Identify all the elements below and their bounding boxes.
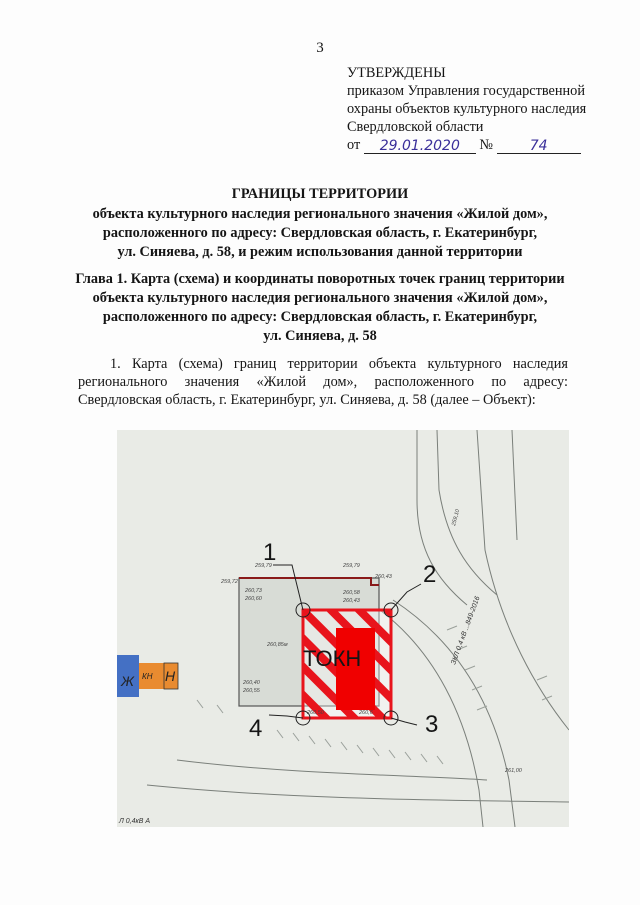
elevation-mark: 259,79 <box>343 563 360 569</box>
elevation-mark: 259,10 <box>451 508 462 527</box>
elevation-mark: 260,60 <box>245 596 262 602</box>
chapter-line: ул. Синяева, д. 58 <box>263 328 377 344</box>
map-bottom-text: Л 0,4кВ А <box>119 818 151 825</box>
elevation-mark: 260,73 <box>245 588 262 594</box>
chapter-line: Глава 1. Карта (схема) и координаты поворотных точек границ территории <box>75 271 565 287</box>
point-label-1: 1 <box>263 539 277 566</box>
point-label-2: 2 <box>423 561 437 588</box>
neighbor-buildings <box>117 655 178 697</box>
object-label: ТОКН <box>303 646 362 671</box>
title-heading: ГРАНИЦЫ ТЕРРИТОРИИ <box>231 186 409 202</box>
approval-line: охраны объектов культурного наследия <box>347 101 587 117</box>
elevation-mark: 259,79 <box>255 563 272 569</box>
elevation-mark: 261,00 <box>505 768 522 774</box>
elevation-mark: 260,40 <box>243 680 260 686</box>
approval-date-line <box>347 136 586 154</box>
elevation-mark: 260,6 <box>359 710 373 716</box>
title-line: расположенного по адресу: Свердловская область, г. Екатеринбург, <box>102 225 538 241</box>
elevation-mark: 260,85м <box>267 642 288 648</box>
elevation-mark: 260,50 <box>307 710 324 716</box>
approval-line: приказом Управления государственной <box>347 83 585 99</box>
chapter-line: объекта культурного наследия регионального значения «Жилой дом», <box>92 290 548 306</box>
elevation-mark: 260,43 <box>375 574 392 580</box>
approval-date: 29.01.2020 <box>364 137 476 154</box>
number-prefix: № <box>479 137 494 153</box>
approval-line: Свердловской области <box>347 119 484 135</box>
approval-line: УТВЕРЖДЕНЫ <box>347 65 446 81</box>
title-line: ул. Синяева, д. 58, и режим использования данной территории <box>117 244 523 260</box>
approval-block <box>347 64 586 154</box>
street-text: ЗКЛ 0,4 кВ ...849-2016 <box>450 595 482 666</box>
point-label-4: 4 <box>249 715 263 742</box>
elevation-mark: 260,55 <box>243 688 260 694</box>
elevation-mark: 260,43 <box>343 598 360 604</box>
elevation-mark: 260,58 <box>343 590 360 596</box>
point-label-3: 3 <box>425 711 439 738</box>
paragraph-1: 1. Карта (схема) границ территории объекта культурного наследия регионального значения «Жилой дом», расположенного по адресу: Свердловская область, г. Екатеринбург, ул. Синяева, д. 58 (далее – Объект): <box>78 356 568 408</box>
neighbor-label: КН <box>142 672 153 681</box>
date-prefix: от <box>347 137 361 153</box>
document-title <box>60 185 580 262</box>
approval-number: 74 <box>497 137 581 154</box>
chapter-heading <box>60 270 580 346</box>
title-line: объекта культурного наследия регионального значения «Жилой дом», <box>92 206 548 222</box>
neighbor-label: Ж <box>121 673 134 689</box>
neighbor-label: Н <box>165 668 176 684</box>
elevation-mark: 259,72 <box>221 579 238 585</box>
chapter-line: расположенного по адресу: Свердловская область, г. Екатеринбург, <box>102 309 538 325</box>
page-number: 3 <box>316 40 324 56</box>
boundary-map <box>117 430 569 827</box>
